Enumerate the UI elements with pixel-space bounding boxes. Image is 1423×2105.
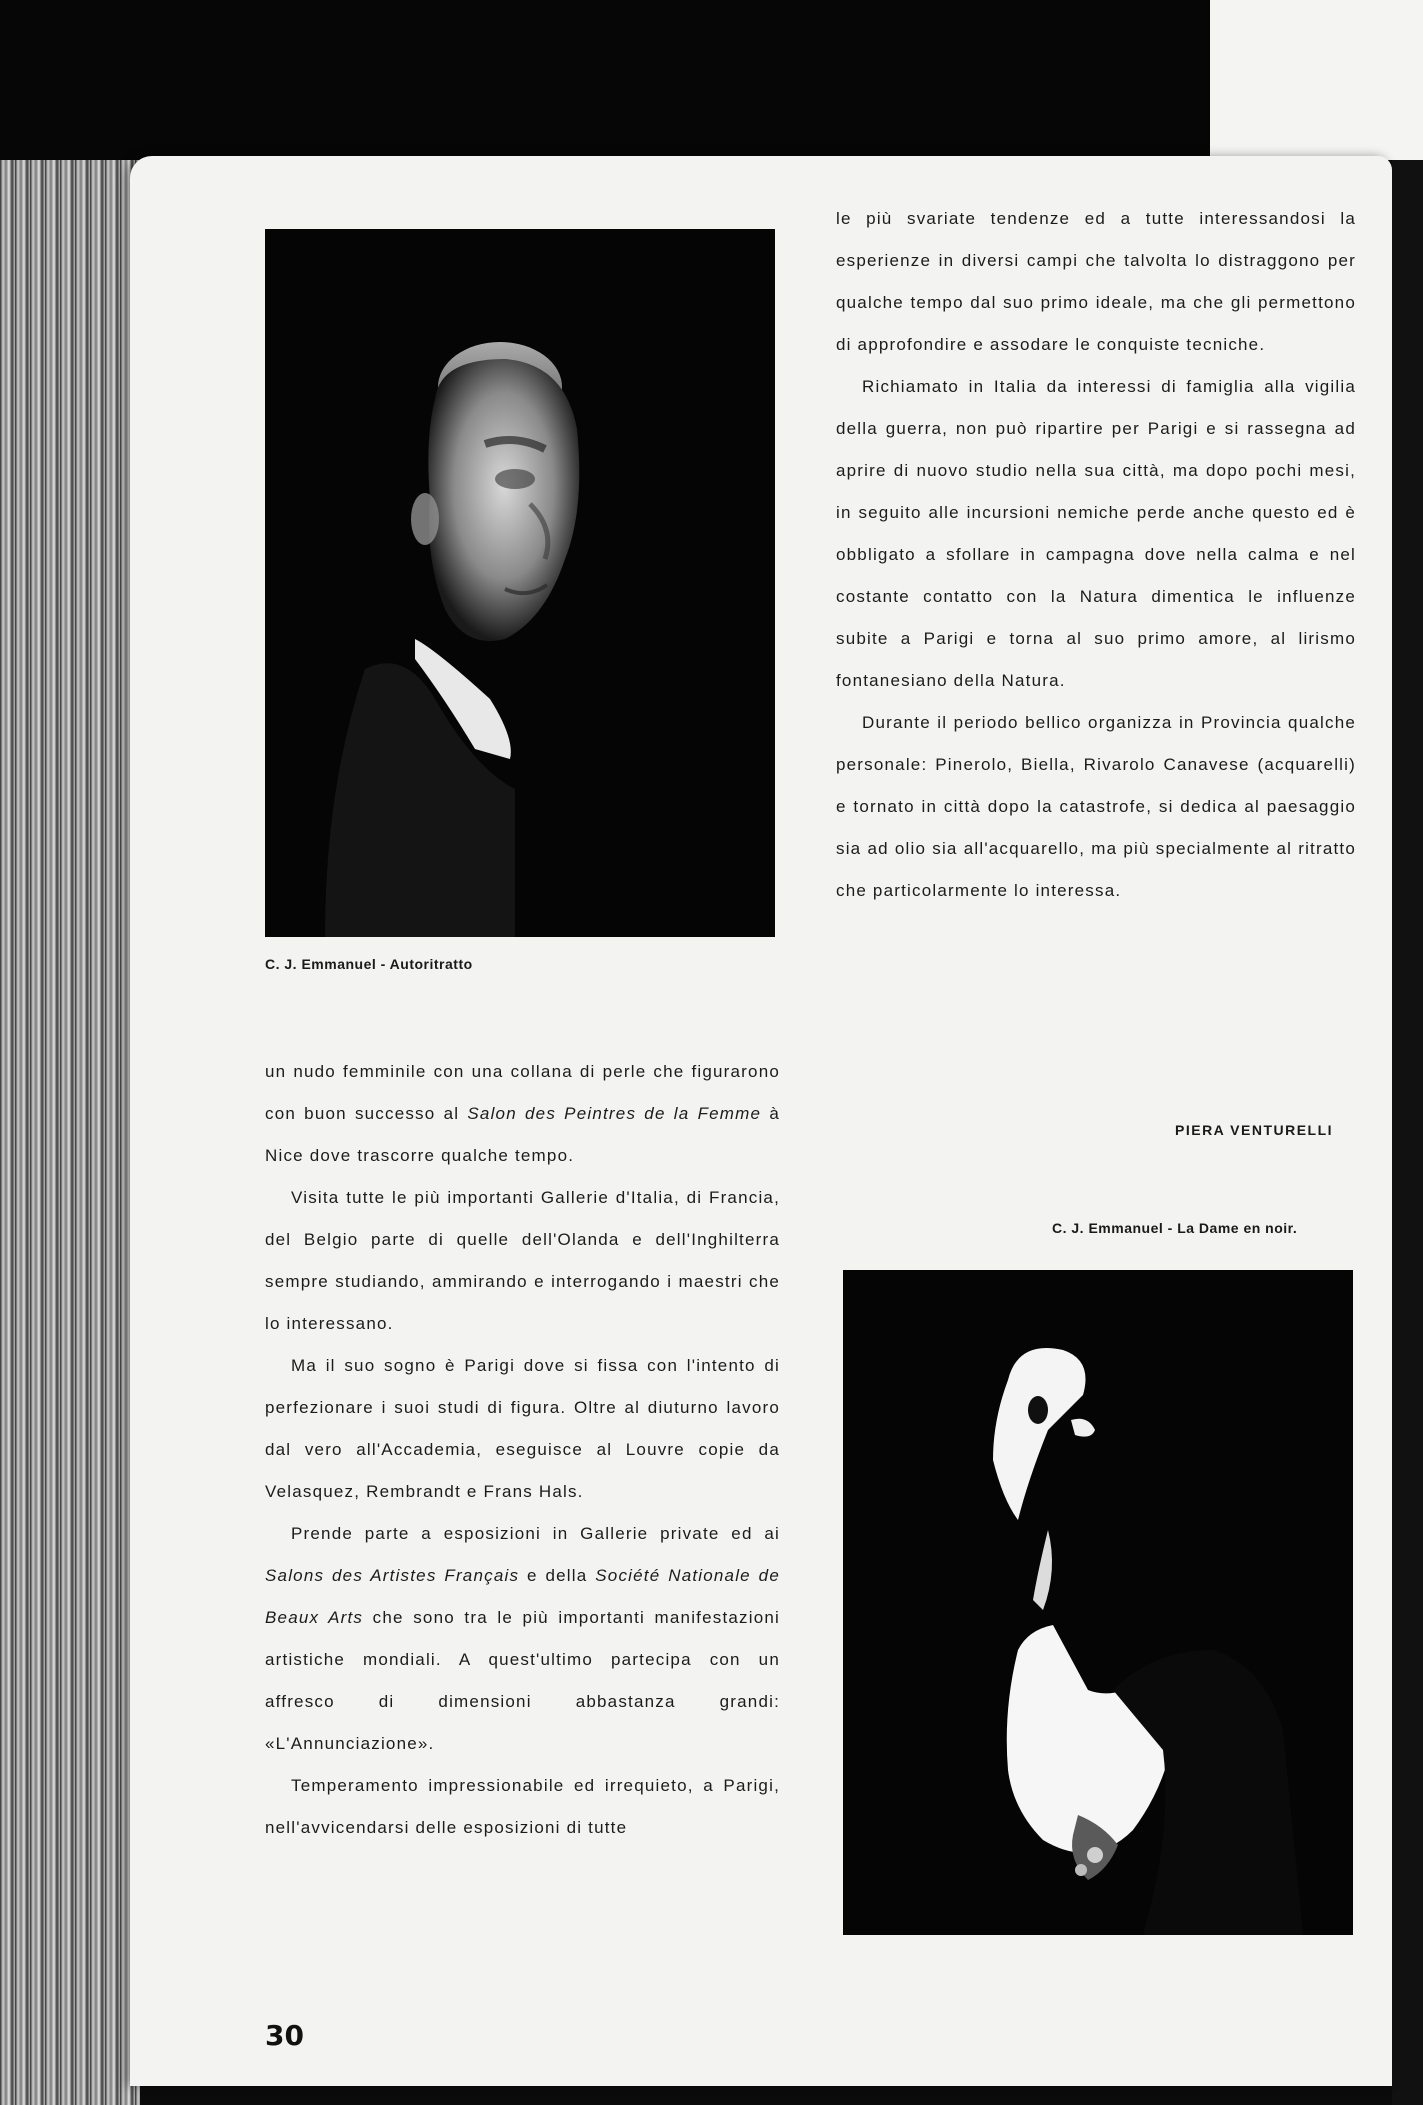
paragraph: Durante il periodo bellico organizza in Provincia qualche personale: Pinerolo, Biella, Rivarolo Canavese (acquarelli) e tornato in città dopo la catastrofe, si dedica al paesaggio sia ad olio sia all'acquarello, ma più specialmente al ritratto che particolarmente lo interessa. [836, 713, 1356, 900]
left-text-column [265, 1051, 780, 1849]
magazine-page [130, 156, 1392, 2086]
paragraph: le più svariate tendenze ed a tutte interessandosi la esperienze in diversi campi che talvolta lo distraggono per qualche tempo dal suo primo ideale, ma che gli permettono di approfondire e assodare le conquiste tecniche. [836, 209, 1356, 354]
figure-caption: C. J. Emmanuel - Autoritratto [265, 956, 473, 972]
paragraph: Prende parte a esposizioni in Gallerie private ed ai Salons des Artistes Français e della Société Nationale de Beaux Arts che sono tra le più importanti manifestazioni artistiche mondiali. A quest'ultimo partecipa con un affresco di dimensioni abbastanza grandi: «L'Annunciazione». [265, 1524, 780, 1753]
paragraph: Visita tutte le più importanti Gallerie d'Italia, di Francia, del Belgio parte di quelle dell'Olanda e dell'Inghilterra sempre studiando, ammirando e interrogando i maestri che lo interessano. [265, 1188, 780, 1333]
figure-caption: C. J. Emmanuel - La Dame en noir. [1052, 1220, 1298, 1236]
paragraph: un nudo femminile con una collana di perle che figurarono con buon successo al Salon des Peintres de la Femme à Nice dove trascorre qualche tempo. [265, 1062, 781, 1165]
paragraph: Temperamento impressionabile ed irrequieto, a Parigi, nell'avvicendarsi delle esposizioni di tutte [265, 1776, 780, 1837]
paragraph: Richiamato in Italia da interessi di famiglia alla vigilia della guerra, non può ripartire per Parigi e si rassegna ad aprire di nuovo studio nella sua città, ma dopo pochi mesi, in seguito alle incursioni nemiche perde anche questo ed è obbligato a sfollare in campagna dove nella calma e nel costante contatto con la Natura dimentica le influenze subite a Parigi e torna al suo primo amore, al lirismo fontanesiano della Natura. [836, 377, 1356, 690]
right-text-column [836, 198, 1356, 912]
dame-en-noir-photo [843, 1270, 1353, 1935]
scan-corner [1210, 0, 1423, 160]
page-number: 30 [265, 2019, 304, 2052]
paragraph: Ma il suo sogno è Parigi dove si fissa con l'intento di perfezionare i suoi studi di figura. Oltre al diuturno lavoro dal vero all'Accademia, eseguisce al Louvre copie da Velasquez, Rembrandt e Frans Hals. [265, 1356, 780, 1501]
book-spine-edges [0, 160, 140, 2105]
scan-top-border [0, 0, 1210, 170]
author-signature: PIERA VENTURELLI [1175, 1122, 1334, 1138]
self-portrait-photo [265, 229, 775, 937]
scan-right-border [1392, 160, 1423, 2105]
